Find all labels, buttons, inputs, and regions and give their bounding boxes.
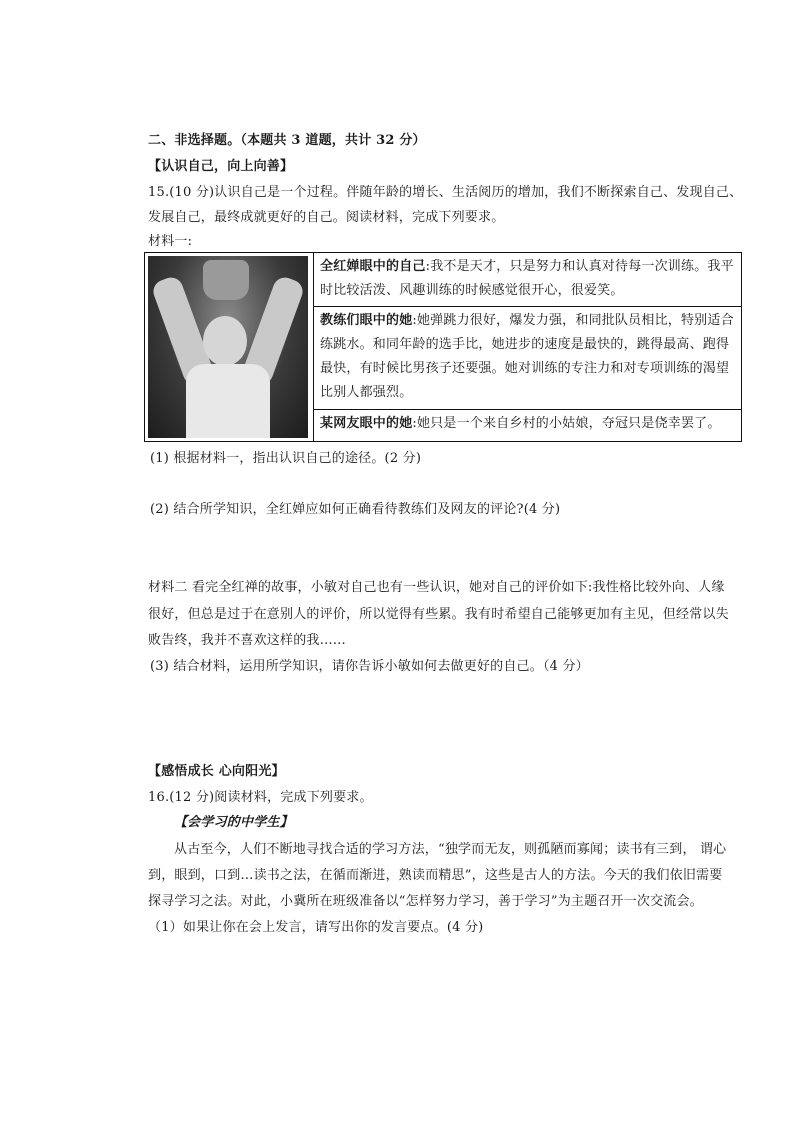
q16-sub1: （1）如果让你在会上发言，请写出你的发言要点。(4 分) [148,920,484,935]
row-self-label: 全红婵眼中的自己 [320,259,426,274]
row-coach-view [314,307,742,410]
q15-stem-line2: 发展自己，最终成就更好的自己。阅读材料，完成下列要求。 [148,210,505,225]
q16-stem: 16.(12 分)阅读材料，完成下列要求。 [148,790,373,805]
q16-subtitle: 【会学习的中学生】 [174,815,293,830]
material2-line3: 败告终，我并不喜欢这样的我…… [148,633,347,648]
unit1-title: 【认识自己，向上向善】 [148,159,294,174]
row-netizen-label: 某网友眼中的她 [320,415,413,431]
q16-para-line3: 探寻学习之法。对此，小冀所在班级准备以“怎样努力学习，善于学习”为主题召开一次交流会。 [148,894,703,909]
athlete-photo-icon [148,256,308,438]
material1-table [144,252,742,442]
row-self-text: :我不是天才，只是努力和认真对待每一次训练。我平时比较活泼、风趣训练的时候感觉很开心，很爱笑。 [320,259,734,298]
q15-sub2: (2) 结合所学知识，全红婵应如何正确看待教练们及网友的评论?(4 分) [150,502,561,517]
q16-para-line2: 到，眼到，口到…读书之法，在循而渐进，熟读而精思”，这些是古人的方法。今天的我们依旧需要 [148,868,723,883]
row-self-view [314,253,742,307]
photo-cell [145,253,314,442]
q15-sub3: (3) 结合材料，运用所学知识，请你告诉小敏如何去做更好的自己。（4 分） [150,659,589,674]
unit2-title: 【感悟成长 心向阳光】 [148,764,285,779]
row-coach-label: 教练们眼中的她 [320,313,413,329]
material2-line2: 很好，但总是过于在意别人的评价，所以觉得有些累。我有时希望自己能够更加有主见，但经常以失 [148,607,729,622]
section-title: 二、非选择题。（本题共 3 道题，共计 32 分） [148,133,426,148]
q15-sub1: (1) 根据材料一，指出认识自己的途径。(2 分) [150,451,422,466]
material1-label: 材料一: [148,234,193,249]
q15-stem-line1: 15.(10 分)认识自己是一个过程。伴随年龄的增长、生活阅历的增加，我们不断探索自己、发现自己、 [148,185,743,200]
q16-para-line1: 从古至今，人们不断地寻找合适的学习方法，“独学而无友，则孤陋而寡闻；读书有三到， 谓心 [174,842,727,857]
row-netizen-view [314,409,742,441]
row-coach-text: :她弹跳力很好，爆发力强，和同批队员相比，特别适合练跳水。和同年龄的选手比，她进步的速度是最快的，跳得最高、跑得最快，有时候比男孩子还要强。她对训练的专注力和对专项训练的渴望比别人都强烈。 [320,313,734,401]
row-netizen-text: :她只是一个来自乡村的小姑娘，夺冠只是侥幸罢了。 [412,415,721,431]
material2-line1: 材料二 看完全红禅的故事，小敏对自己也有一些认识，她对自己的评价如下:我性格比较外向、人缘 [148,580,725,595]
